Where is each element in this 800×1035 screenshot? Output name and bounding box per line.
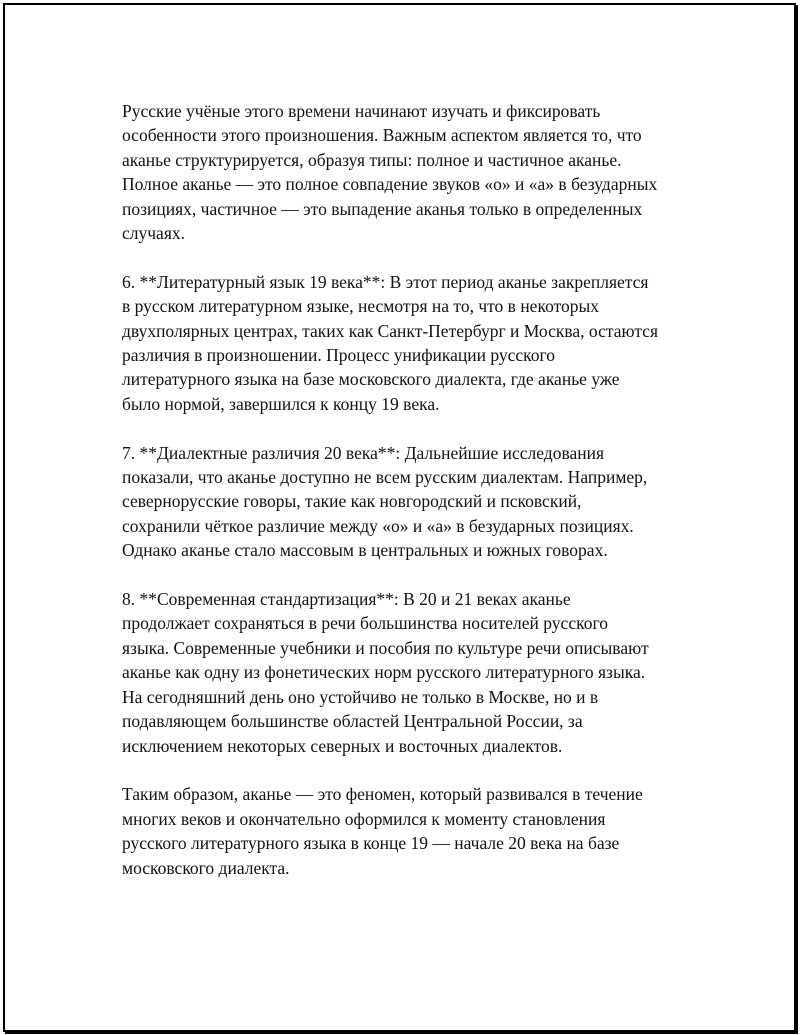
page-frame xyxy=(3,3,796,1032)
paragraph-intro: Русские учёные этого времени начинают изучать и фиксировать особенности этого произношения. Важным аспектом является то, что аканье структурируется, образуя типы: полное и частичное аканье. Полное аканье — это полное совпадение звуков «о» и «а» в безударных позициях, частичное — это выпадение аканья только в определенных случаях. xyxy=(122,101,658,244)
paragraph-item-6: 6. **Литературный язык 19 века**: В этот период аканье закрепляется в русском литературном языке, несмотря на то, что в некоторых двухполярных центрах, таких как Санкт-Петербург и Москва, остаются различия в произношении. Процесс унификации русского литературного языка на базе московского диалекта, где аканье уже было нормой, завершился к концу 19 века. xyxy=(122,271,658,414)
paragraph-conclusion: Таким образом, аканье — это феномен, который развивался в течение многих веков и окончательно оформился к моменту становления русского литературного языка в конце 19 — начале 20 века на базе московского диалекта. xyxy=(122,784,643,878)
paragraph-item-8: 8. **Современная стандартизация**: В 20 и 21 веках аканье продолжает сохраняться в речи большинства носителей русского языка. Современные учебники и пособия по культуре речи описывают аканье как одну из фонетических норм русского литературного языка. На сегодняшний день оно устойчиво не только в Москве, но и в подавляющем большинстве областей Центральной России, за исключением некоторых северных и восточных диалектов. xyxy=(122,589,649,756)
document-body xyxy=(122,99,697,904)
paragraph-item-7: 7. **Диалектные различия 20 века**: Дальнейшие исследования показали, что аканье доступно не всем русским диалектам. Например, севернорусские говоры, такие как новгородский и псковский, сохранили чёткое различие между «о» и «а» в безударных позициях. Однако аканье стало массовым в центральных и южных говорах. xyxy=(122,442,648,561)
